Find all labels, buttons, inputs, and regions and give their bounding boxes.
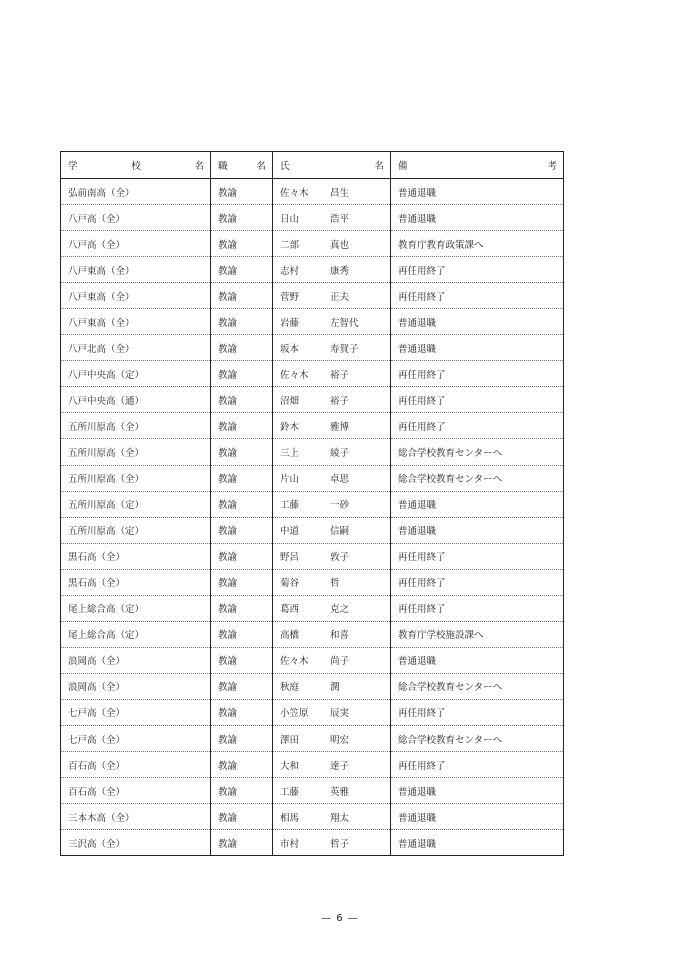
- position-cell: 教諭: [211, 725, 273, 751]
- table-row: [61, 361, 564, 387]
- position-cell: 教諭: [211, 699, 273, 725]
- family-name: 志村: [280, 265, 300, 277]
- family-name: 佐々木: [280, 187, 309, 199]
- name-cell: [273, 465, 391, 491]
- name-cell: [273, 205, 391, 231]
- table-row: [61, 830, 564, 856]
- table-row: [61, 283, 564, 309]
- position-cell: 教諭: [211, 595, 273, 621]
- family-name: 鈴木: [280, 421, 300, 433]
- given-name: 克之: [330, 604, 350, 616]
- given-name: 一砂: [330, 500, 350, 512]
- remarks-cell: 再任用終了: [391, 257, 564, 283]
- family-name: 大和: [280, 760, 300, 772]
- name-cell: [273, 621, 391, 647]
- name-cell: [273, 804, 391, 830]
- remarks-cell: 総合学校教育センターへ: [391, 725, 564, 751]
- remarks-cell: 再任用終了: [391, 595, 564, 621]
- family-name: 相馬: [280, 812, 300, 824]
- remarks-cell: 普通退職: [391, 804, 564, 830]
- name-cell: [273, 595, 391, 621]
- family-name: 二部: [280, 239, 300, 251]
- position-cell: 教諭: [211, 257, 273, 283]
- family-name: 高橋: [280, 630, 300, 642]
- name-cell: [273, 231, 391, 257]
- given-name: 翔太: [330, 812, 350, 824]
- name-cell: [273, 543, 391, 569]
- school-cell: 浪岡高（全）: [61, 647, 211, 673]
- name-cell: [273, 309, 391, 335]
- family-name: 野呂: [280, 552, 300, 564]
- name-cell: [273, 517, 391, 543]
- family-name: 菅野: [280, 291, 300, 303]
- given-name: 綾子: [330, 447, 350, 459]
- school-cell: 五所川原高（全）: [61, 465, 211, 491]
- header-school: [61, 152, 211, 179]
- school-cell: 百石高（全）: [61, 778, 211, 804]
- given-name: 英雅: [330, 786, 350, 798]
- page-number: — 6 —: [321, 913, 359, 924]
- remarks-cell: 普通退職: [391, 205, 564, 231]
- remarks-cell: 再任用終了: [391, 283, 564, 309]
- given-name: 真也: [330, 239, 350, 251]
- given-name: 昌生: [330, 187, 350, 199]
- table-row: [61, 725, 564, 751]
- header-position: [211, 152, 273, 179]
- school-cell: 七戸高（全）: [61, 725, 211, 751]
- given-name: 辰実: [330, 708, 350, 720]
- position-cell: 教諭: [211, 283, 273, 309]
- name-cell: [273, 752, 391, 778]
- school-cell: 尾上総合高（定）: [61, 621, 211, 647]
- table-row: [61, 647, 564, 673]
- header-char: 名: [194, 161, 204, 172]
- name-cell: [273, 673, 391, 699]
- position-cell: 教諭: [211, 205, 273, 231]
- family-name: 片山: [280, 474, 300, 486]
- table-row: [61, 257, 564, 283]
- position-cell: 教諭: [211, 413, 273, 439]
- position-cell: 教諭: [211, 804, 273, 830]
- family-name: 佐々木: [280, 656, 309, 668]
- table-row: [61, 673, 564, 699]
- position-cell: 教諭: [211, 231, 273, 257]
- remarks-cell: 再任用終了: [391, 699, 564, 725]
- header-char: 名: [256, 161, 266, 172]
- remarks-cell: 普通退職: [391, 830, 564, 856]
- school-cell: 浪岡高（全）: [61, 673, 211, 699]
- position-cell: 教諭: [211, 361, 273, 387]
- given-name: 正夫: [330, 291, 350, 303]
- given-name: 明宏: [330, 734, 350, 746]
- position-cell: 教諭: [211, 778, 273, 804]
- given-name: 哲子: [330, 838, 350, 850]
- school-cell: 五所川原高（定）: [61, 491, 211, 517]
- remarks-cell: 総合学校教育センターへ: [391, 439, 564, 465]
- family-name: 佐々木: [280, 369, 309, 381]
- table-row: [61, 205, 564, 231]
- school-cell: 黒石高（全）: [61, 569, 211, 595]
- given-name: 裕子: [330, 395, 350, 407]
- remarks-cell: 教育庁教育政策課へ: [391, 231, 564, 257]
- family-name: 日山: [280, 213, 300, 225]
- family-name: 三上: [280, 447, 300, 459]
- remarks-cell: 再任用終了: [391, 413, 564, 439]
- position-cell: 教諭: [211, 517, 273, 543]
- given-name: 敦子: [330, 552, 350, 564]
- given-name: 雅博: [330, 421, 350, 433]
- given-name: 左智代: [330, 317, 359, 329]
- table-row: [61, 335, 564, 361]
- name-cell: [273, 647, 391, 673]
- header-char: 考: [547, 161, 557, 172]
- position-cell: 教諭: [211, 647, 273, 673]
- name-cell: [273, 830, 391, 856]
- position-cell: 教諭: [211, 179, 273, 205]
- family-name: 市村: [280, 838, 300, 850]
- table-row: [61, 309, 564, 335]
- position-cell: 教諭: [211, 439, 273, 465]
- remarks-cell: 普通退職: [391, 778, 564, 804]
- table-row: [61, 465, 564, 491]
- remarks-cell: 普通退職: [391, 179, 564, 205]
- given-name: 達子: [330, 760, 350, 772]
- remarks-cell: 普通退職: [391, 309, 564, 335]
- family-name: 澤田: [280, 734, 300, 746]
- table-row: [61, 699, 564, 725]
- position-cell: 教諭: [211, 830, 273, 856]
- name-cell: [273, 179, 391, 205]
- family-name: 葛西: [280, 604, 300, 616]
- given-name: 潤: [330, 682, 340, 694]
- family-name: 坂本: [280, 343, 300, 355]
- header-char: 備: [398, 161, 408, 172]
- table-row: [61, 413, 564, 439]
- remarks-cell: 再任用終了: [391, 569, 564, 595]
- remarks-cell: 再任用終了: [391, 361, 564, 387]
- school-cell: 五所川原高（全）: [61, 439, 211, 465]
- school-cell: 八戸東高（全）: [61, 283, 211, 309]
- school-cell: 八戸北高（全）: [61, 335, 211, 361]
- remarks-cell: 再任用終了: [391, 543, 564, 569]
- name-cell: [273, 335, 391, 361]
- table-row: [61, 439, 564, 465]
- school-cell: 百石高（全）: [61, 752, 211, 778]
- school-cell: 八戸高（全）: [61, 205, 211, 231]
- school-cell: 五所川原高（全）: [61, 413, 211, 439]
- table-row: [61, 517, 564, 543]
- given-name: 裕子: [330, 369, 350, 381]
- name-cell: [273, 439, 391, 465]
- remarks-cell: 普通退職: [391, 491, 564, 517]
- personnel-table: [60, 151, 564, 856]
- school-cell: 七戸高（全）: [61, 699, 211, 725]
- remarks-cell: 総合学校教育センターへ: [391, 673, 564, 699]
- table-row: [61, 543, 564, 569]
- name-cell: [273, 257, 391, 283]
- position-cell: 教諭: [211, 673, 273, 699]
- family-name: 沼畑: [280, 395, 300, 407]
- name-cell: [273, 413, 391, 439]
- header-row: [61, 152, 564, 179]
- header-char: 校: [131, 161, 141, 172]
- given-name: 尚子: [330, 656, 350, 668]
- position-cell: 教諭: [211, 309, 273, 335]
- given-name: 卓思: [330, 474, 350, 486]
- table-row: [61, 179, 564, 205]
- table-row: [61, 621, 564, 647]
- header-char: 職: [218, 161, 228, 172]
- given-name: 和喜: [330, 630, 350, 642]
- remarks-cell: 普通退職: [391, 517, 564, 543]
- remarks-cell: 教育庁学校施設課へ: [391, 621, 564, 647]
- given-name: 浩平: [330, 213, 350, 225]
- header-char: 氏: [280, 161, 290, 172]
- table-row: [61, 569, 564, 595]
- school-cell: 尾上総合高（定）: [61, 595, 211, 621]
- name-cell: [273, 387, 391, 413]
- family-name: 中道: [280, 526, 300, 538]
- remarks-cell: 普通退職: [391, 335, 564, 361]
- family-name: 菊谷: [280, 578, 300, 590]
- school-cell: 弘前南高（全）: [61, 179, 211, 205]
- school-cell: 三本木高（全）: [61, 804, 211, 830]
- position-cell: 教諭: [211, 543, 273, 569]
- position-cell: 教諭: [211, 491, 273, 517]
- position-cell: 教諭: [211, 335, 273, 361]
- school-cell: 八戸高（全）: [61, 231, 211, 257]
- table-row: [61, 231, 564, 257]
- name-cell: [273, 361, 391, 387]
- header-remarks: [391, 152, 564, 179]
- family-name: 岩藤: [280, 317, 300, 329]
- name-cell: [273, 491, 391, 517]
- family-name: 工藤: [280, 500, 300, 512]
- remarks-cell: 再任用終了: [391, 752, 564, 778]
- table-row: [61, 387, 564, 413]
- table-row: [61, 804, 564, 830]
- family-name: 小笠原: [280, 708, 309, 720]
- position-cell: 教諭: [211, 621, 273, 647]
- school-cell: 八戸東高（全）: [61, 257, 211, 283]
- remarks-cell: 再任用終了: [391, 387, 564, 413]
- name-cell: [273, 569, 391, 595]
- given-name: 哲: [330, 578, 340, 590]
- table-row: [61, 491, 564, 517]
- given-name: 信嗣: [330, 526, 350, 538]
- school-cell: 八戸中央高（定）: [61, 361, 211, 387]
- school-cell: 黒石高（全）: [61, 543, 211, 569]
- school-cell: 五所川原高（定）: [61, 517, 211, 543]
- name-cell: [273, 699, 391, 725]
- header-char: 名: [374, 161, 384, 172]
- table-row: [61, 778, 564, 804]
- table-row: [61, 752, 564, 778]
- given-name: 寿賀子: [330, 343, 359, 355]
- school-cell: 三沢高（全）: [61, 830, 211, 856]
- given-name: 康秀: [330, 265, 350, 277]
- header-name: [273, 152, 391, 179]
- school-cell: 八戸東高（全）: [61, 309, 211, 335]
- remarks-cell: 普通退職: [391, 647, 564, 673]
- family-name: 秋庭: [280, 682, 300, 694]
- name-cell: [273, 283, 391, 309]
- remarks-cell: 総合学校教育センターへ: [391, 465, 564, 491]
- header-char: 学: [68, 161, 78, 172]
- school-cell: 八戸中央高（通）: [61, 387, 211, 413]
- name-cell: [273, 725, 391, 751]
- table-row: [61, 595, 564, 621]
- family-name: 工藤: [280, 786, 300, 798]
- position-cell: 教諭: [211, 569, 273, 595]
- position-cell: 教諭: [211, 752, 273, 778]
- name-cell: [273, 778, 391, 804]
- position-cell: 教諭: [211, 465, 273, 491]
- position-cell: 教諭: [211, 387, 273, 413]
